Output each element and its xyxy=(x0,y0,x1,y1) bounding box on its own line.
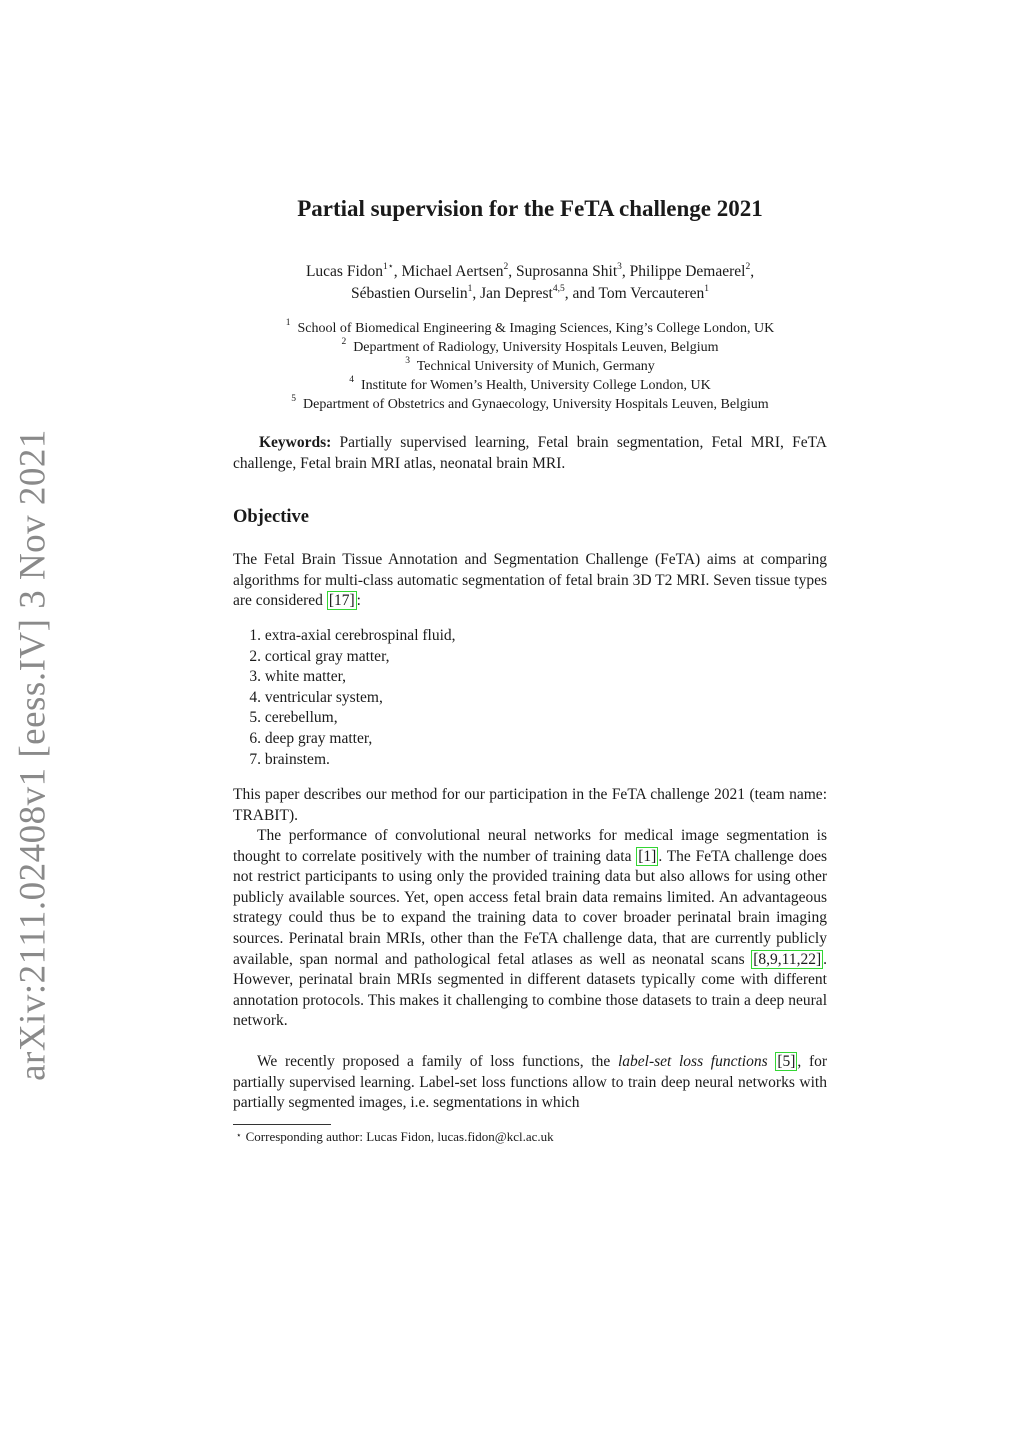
intro-paragraph: The Fetal Brain Tissue Annotation and Segmentation Challenge (FeTA) aims at comparing algorithms for multi-class automatic segmentation of fetal brain 3D T2 MRI. Seven tissue types are considered [17] : xyxy=(233,551,827,610)
list-item: 4. ventricular system, xyxy=(249,688,383,706)
list-item: 3. white matter, xyxy=(249,668,347,686)
author-line-2: Sébastien Ourselin$^1$, Jan Deprest$^{4,5}$, and Tom Vercauteren$^1$ xyxy=(350,283,710,302)
list-item: 7. brainstem. xyxy=(249,750,330,768)
footnote: ⋆ Corresponding author: Lucas Fidon, lucas.fidon@kcl.ac.uk xyxy=(236,1129,554,1144)
citation-link[interactable]: [1] xyxy=(638,847,657,865)
affiliation: $^3$ Technical University of Munich, Germany xyxy=(405,356,655,374)
body-paragraph: This paper describes our method for our participation in the FeTA challenge 2021 (team name: TRABIT). xyxy=(233,786,827,824)
list-item: 6. deep gray matter, xyxy=(249,729,373,747)
affiliation: $^1$ School of Biomedical Engineering & Imaging Sciences, King’s College London, UK xyxy=(285,318,775,336)
author: Philippe Demaerel$^2$ xyxy=(629,261,751,280)
affiliation: $^5$ Department of Obstetrics and Gynaecology, University Hospitals Leuven, Belgium xyxy=(291,394,769,412)
section-heading: Objective xyxy=(233,507,310,527)
list-item: 2. cortical gray matter, xyxy=(249,647,390,665)
affiliation: $^2$ Department of Radiology, University Hospitals Leuven, Belgium xyxy=(341,337,719,355)
affiliation: $^4$ Institute for Women’s Health, University College London, UK xyxy=(349,375,711,393)
arxiv-identifier: arXiv:2111.02408v1 [eess.IV] 3 Nov 2021 xyxy=(12,429,54,1081)
footnote-rule xyxy=(233,1124,331,1125)
citation-link[interactable]: [8,9,11,22] xyxy=(753,950,822,968)
citation-link[interactable]: [17] xyxy=(328,592,355,610)
affiliation-list xyxy=(225,319,835,414)
author-list xyxy=(233,261,827,305)
tissue-list xyxy=(233,626,456,770)
author: Jan Deprest$^{4,5}$ xyxy=(480,283,565,302)
author: Lucas Fidon$^{1⋆}$ xyxy=(305,261,394,280)
author: Tom Vercauteren$^1$ xyxy=(598,283,710,302)
keywords-block xyxy=(233,432,827,474)
citation-link[interactable]: [5] xyxy=(777,1053,796,1070)
list-item: 1. extra-axial cerebrospinal fluid, xyxy=(249,627,456,644)
keywords-label: Keywords: xyxy=(259,434,332,451)
author: Suprosanna Shit$^3$ xyxy=(515,261,622,280)
list-item: 5. cerebellum, xyxy=(249,709,338,727)
keywords-text: Partially supervised learning, Fetal brain segmentation, Fetal MRI, FeTA challenge, Fetal brain MRI atlas, neonatal brain MRI. xyxy=(233,434,827,472)
author: Michael Aertsen$^2$ xyxy=(401,261,509,280)
body-paragraph: The performance of convolutional neural networks for medical image segmentation is thought to correlate positively with the number of training data [1] . The FeTA challenge does not restrict participants to using only the provided training data but also allows for using other publicly available sources. Yet, open access fetal brain data remains limited. An advantageous strategy could thus be to expand the training data to cover broader perinatal brain imaging sources. Perinatal brain MRIs, other than the FeTA challenge data, that are currently publicly available, span normal and pathological fetal atlases as well as neonatal scans [8,9,11,22] . However, perinatal brain MRIs segmented in different datasets typically come with different annotation protocols. This makes it challenging to combine those datasets to train a deep neural network. xyxy=(233,827,827,1030)
paper-title: Partial supervision for the FeTA challenge 2021 xyxy=(297,196,763,221)
body-paragraph: We recently proposed a family of loss functions, the label-set loss functions [5] , for partially supervised learning. Label-set loss functions allow to train deep neural networks with partially segmented images, i.e. segmentations in which xyxy=(233,1053,828,1112)
author-line-1: Lucas Fidon$^{1⋆}$, Michael Aertsen$^2$, Suprosanna Shit$^3$, Philippe Demaerel$^2$, xyxy=(305,261,755,280)
author: Sébastien Ourselin$^1$ xyxy=(350,283,473,302)
